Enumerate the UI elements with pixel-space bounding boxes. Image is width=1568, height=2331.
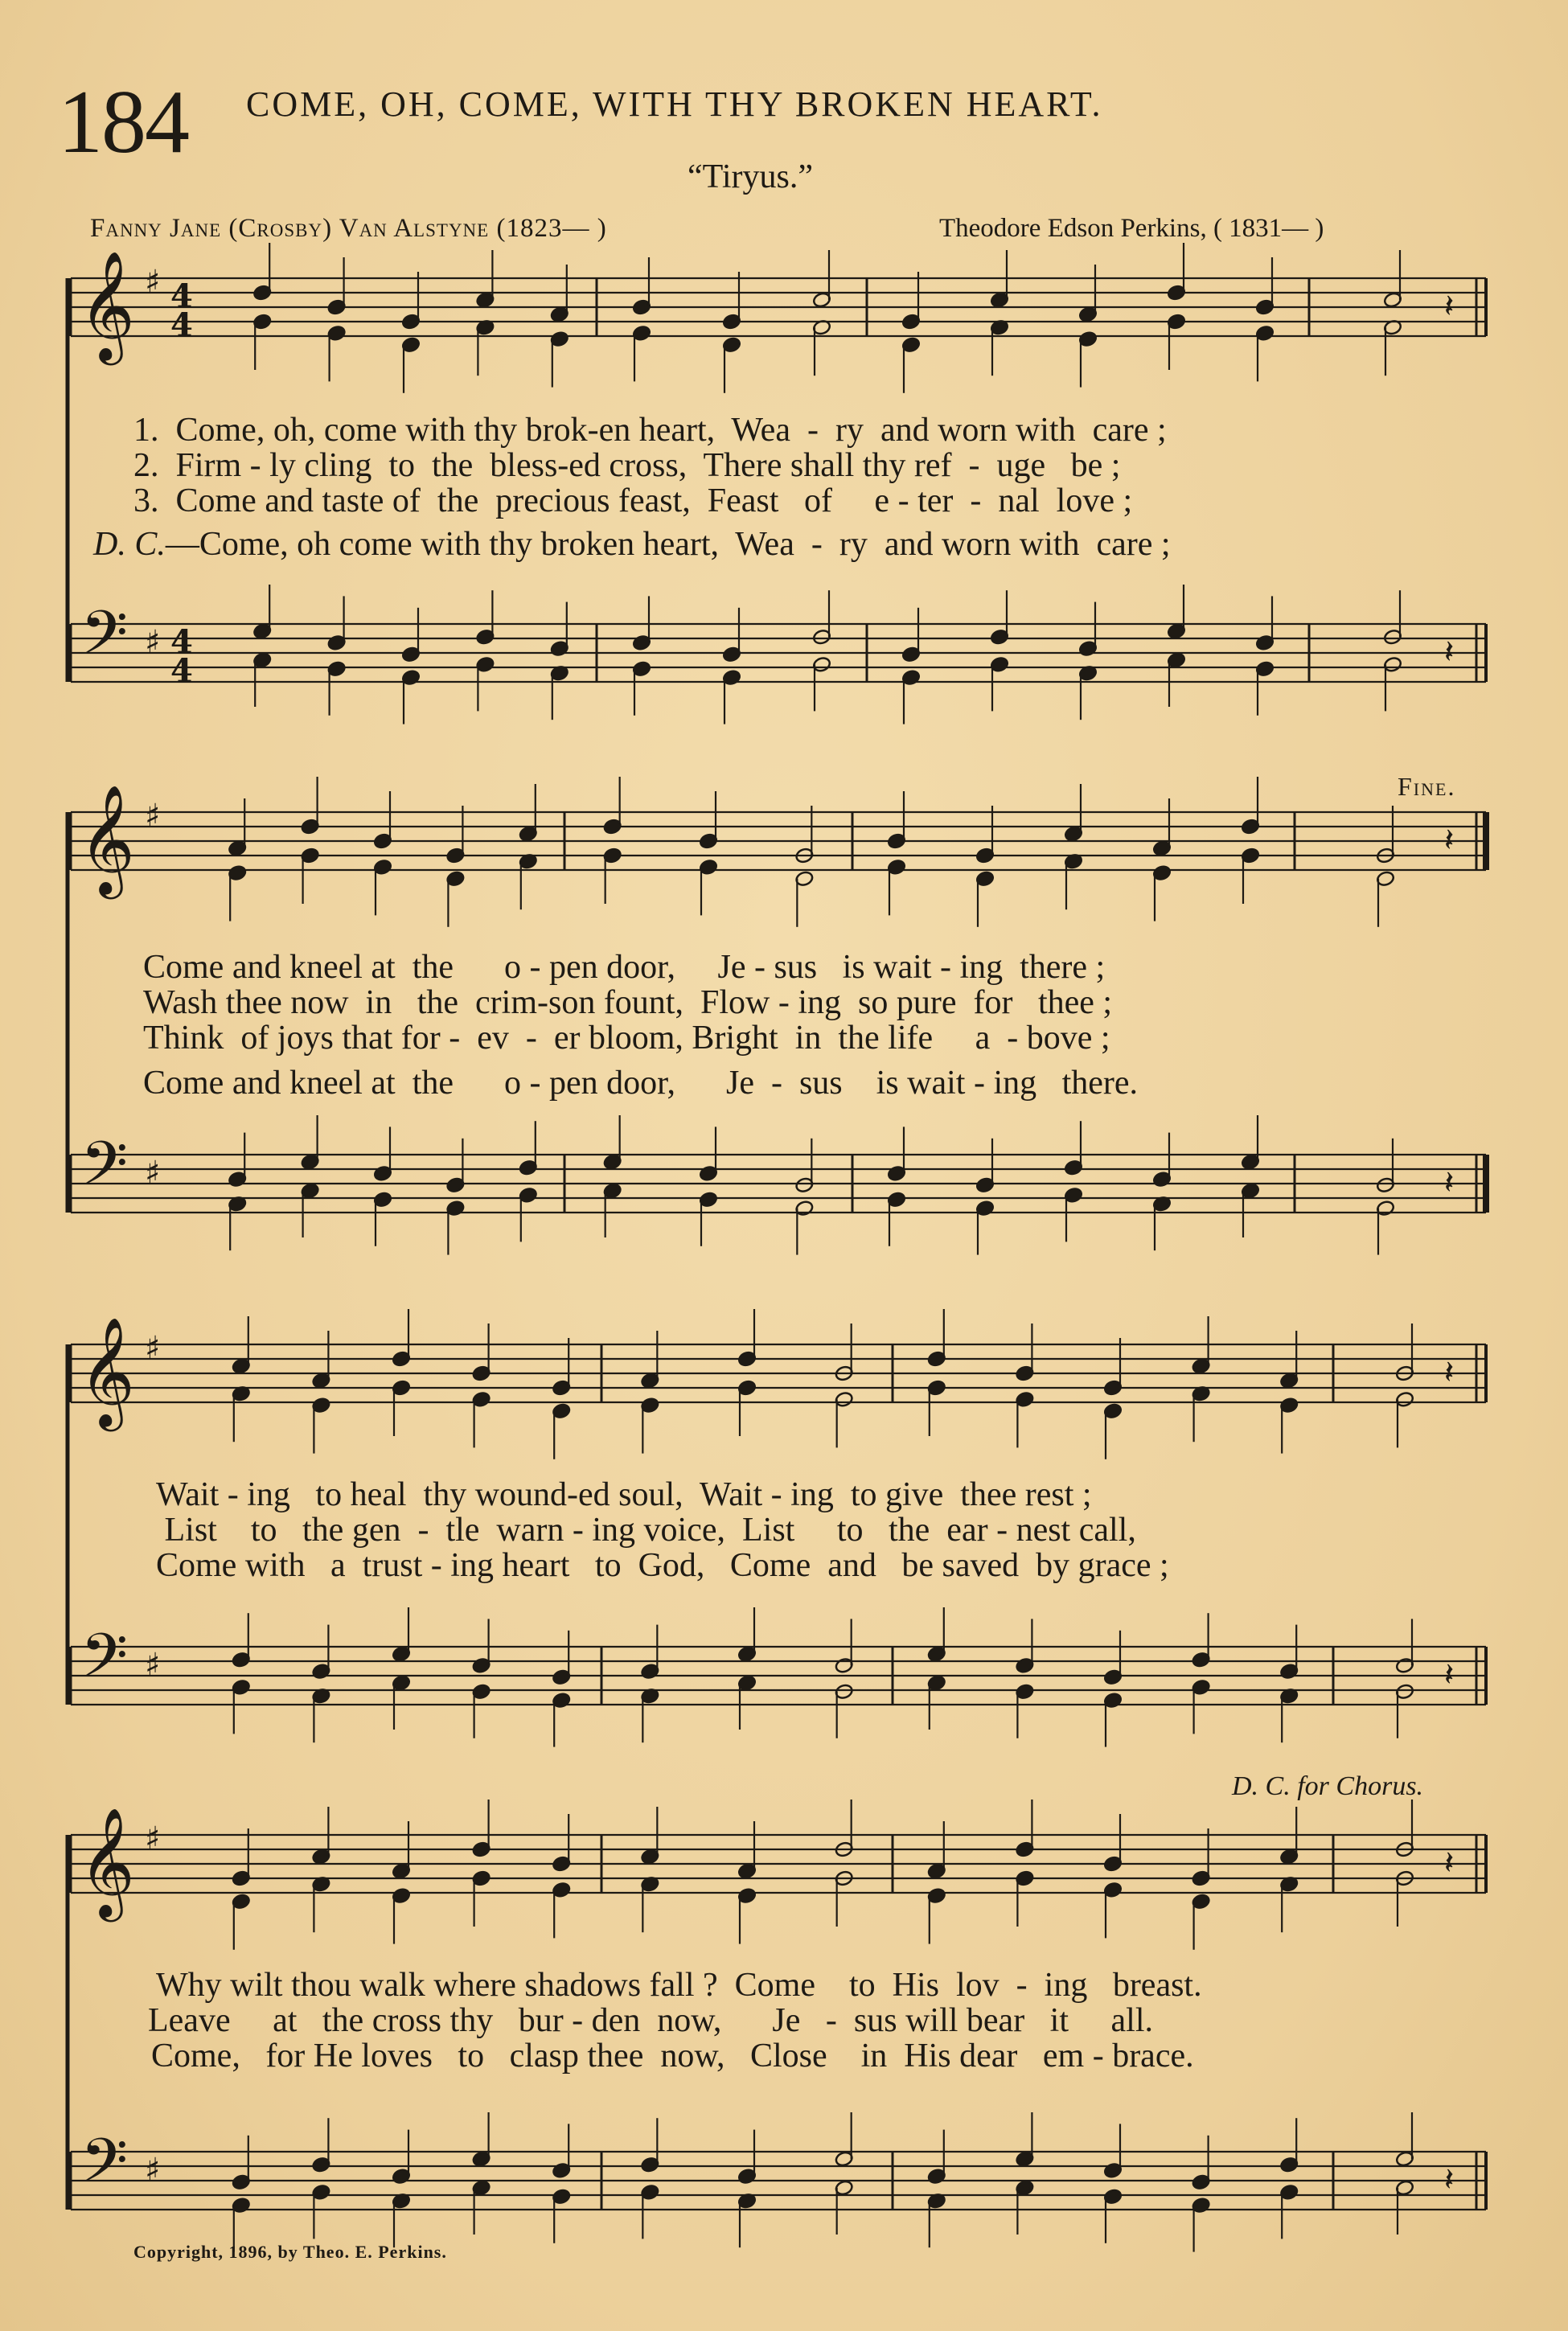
sharp-icon: ♯ bbox=[145, 1647, 161, 1684]
sharp-icon: ♯ bbox=[145, 798, 161, 835]
dc-for-chorus-mark: D. C. for Chorus. bbox=[1232, 1771, 1424, 1801]
rest-icon: 𝄽 bbox=[1444, 288, 1455, 325]
dc-lyric-line bbox=[93, 527, 1171, 561]
sharp-icon: ♯ bbox=[145, 264, 161, 301]
rest-icon: 𝄽 bbox=[1444, 1656, 1455, 1693]
rest-icon: 𝄽 bbox=[1444, 2161, 1455, 2198]
music-credit: Theodore Edson Perkins, ( 1831— ) bbox=[939, 214, 1324, 243]
sharp-icon: ♯ bbox=[145, 1330, 161, 1367]
lyric-line: 3. Come and taste of the precious feast, Feast of e - ter - nal love ; bbox=[133, 482, 1133, 519]
treble-clef-icon: 𝄞 bbox=[79, 249, 135, 360]
bass-clef-icon: 𝄢 bbox=[80, 2125, 129, 2211]
lyric-line: Come, for He loves to clasp thee now, Close in His dear em - brace. bbox=[151, 2038, 1194, 2075]
treble-clef-icon: 𝄞 bbox=[79, 1315, 135, 1426]
time-signature: 4 bbox=[170, 652, 193, 690]
dc-prefix: D. C. bbox=[93, 526, 166, 563]
copyright-notice: Copyright, 1896, by Theo. E. Perkins. bbox=[133, 2242, 447, 2262]
treble-clef-icon: 𝄞 bbox=[79, 1806, 135, 1917]
sharp-icon: ♯ bbox=[145, 2152, 161, 2189]
rest-icon: 𝄽 bbox=[1444, 634, 1455, 671]
rest-icon: 𝄽 bbox=[1444, 822, 1455, 859]
lyric-line: Wash thee now in the crim-son fount, Flow - ing so pure for thee ; bbox=[143, 984, 1113, 1021]
lyric-line: Think of joys that for - ev - er bloom, Bright in the life a - bove ; bbox=[143, 1020, 1110, 1057]
sharp-icon: ♯ bbox=[145, 624, 161, 661]
time-signature: 4 bbox=[170, 277, 193, 315]
lyric-line: Come with a trust - ing heart to God, Come and be saved by grace ; bbox=[156, 1547, 1169, 1584]
fine-mark: Fine. bbox=[1398, 772, 1456, 801]
treble-clef-icon: 𝄞 bbox=[79, 783, 135, 894]
words-credit: Fanny Jane (Crosby) Van Alstyne (1823— ) bbox=[90, 214, 607, 243]
hymn-number: 184 bbox=[58, 72, 188, 172]
lyric-line: Leave at the cross thy bur - den now, Je - sus will bear it all. bbox=[148, 2002, 1153, 2039]
sharp-icon: ♯ bbox=[145, 1155, 161, 1192]
lyric-line: Wait - ing to heal thy wound-ed soul, Wait - ing to give thee rest ; bbox=[156, 1476, 1092, 1513]
sharp-icon: ♯ bbox=[145, 1820, 161, 1857]
bass-clef-icon: 𝄢 bbox=[80, 597, 129, 683]
time-signature: 4 bbox=[170, 306, 193, 344]
rest-icon: 𝄽 bbox=[1444, 1354, 1455, 1391]
hymn-title: COME, OH, COME, WITH THY BROKEN HEART. bbox=[246, 84, 1103, 124]
tune-name: “Tiryus.” bbox=[688, 158, 813, 195]
lyric-line: Why wilt thou walk where shadows fall ? Come to His lov - ing breast. bbox=[156, 1967, 1202, 2004]
rest-icon: 𝄽 bbox=[1444, 1164, 1455, 1201]
rest-icon: 𝄽 bbox=[1444, 1845, 1455, 1882]
time-signature: 4 bbox=[170, 623, 193, 661]
lyric-line: Come and kneel at the o - pen door, Je - sus is wait - ing there ; bbox=[143, 949, 1106, 986]
bass-clef-icon: 𝄢 bbox=[80, 1128, 129, 1214]
lyric-line: 2. Firm - ly cling to the bless-ed cross, There shall thy ref - uge be ; bbox=[133, 447, 1121, 484]
lyric-line: Come and kneel at the o - pen door, Je - sus is wait - ing there. bbox=[143, 1065, 1139, 1102]
dc-line-text: —Come, oh come with thy broken heart, Wea - ry and worn with care ; bbox=[165, 526, 1171, 563]
lyric-line: List to the gen - tle warn - ing voice, List to the ear - nest call, bbox=[156, 1512, 1136, 1549]
lyric-line: 1. Come, oh, come with thy brok-en heart, Wea - ry and worn with care ; bbox=[133, 412, 1167, 449]
bass-clef-icon: 𝄢 bbox=[80, 1620, 129, 1706]
